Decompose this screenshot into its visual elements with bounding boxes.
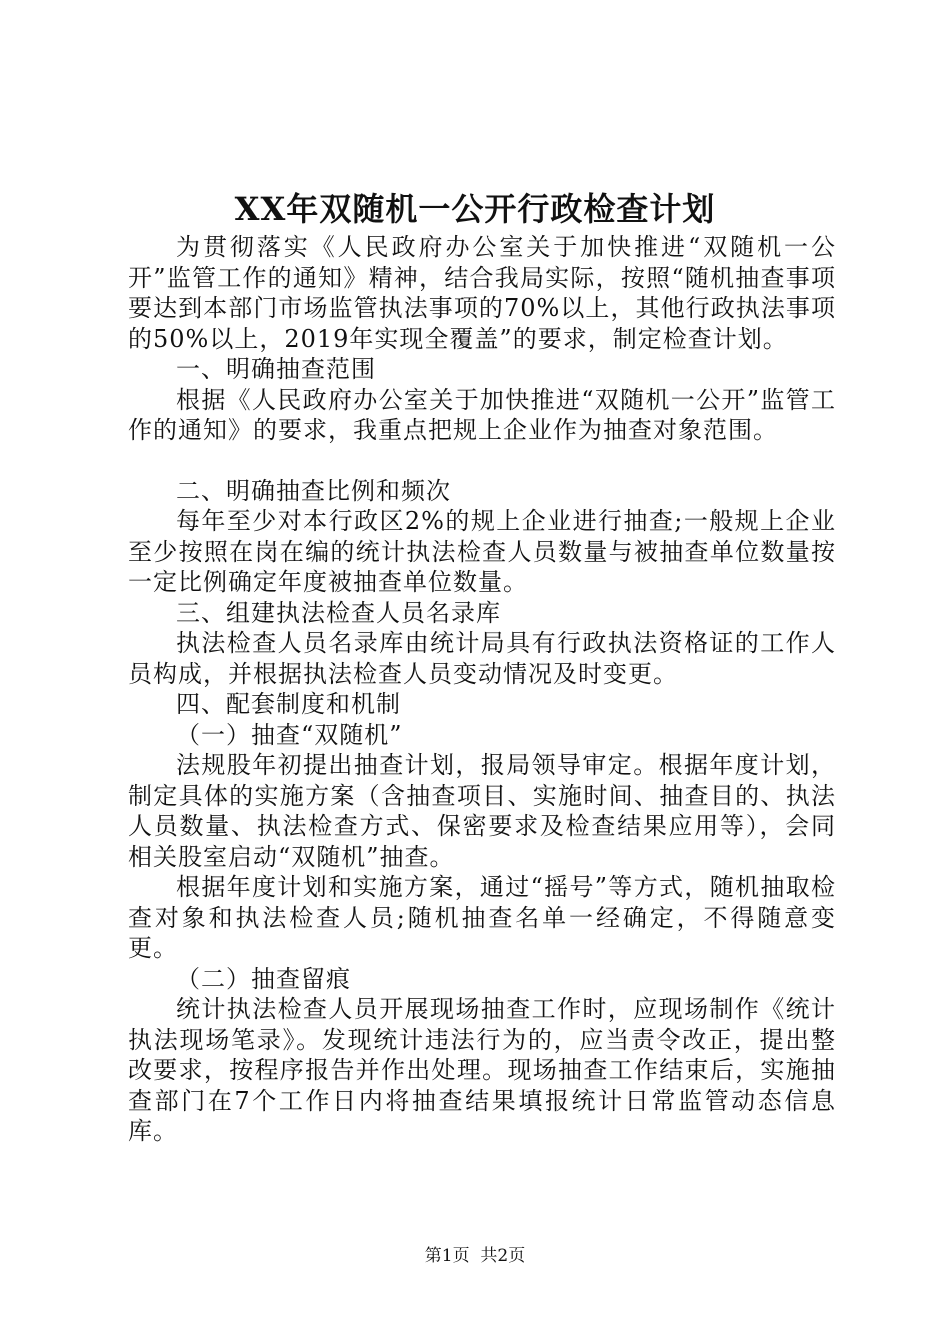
subsection-2-paragraph: 统计执法检查人员开展现场抽查工作时，应现场制作《统计执法现场笔录》。发现统计违法行为的，应当责令改正，提出整改要求，按程序报告并作出处理。现场抽查工作结束后，实施抽查部门在7个工作日内将抽查结果填报统计日常监管动态信息库。: [128, 995, 836, 1145]
section-2-paragraph: 每年至少对本行政区2%的规上企业进行抽查;一般规上企业至少按照在岗在编的统计执法检查人员数量与被抽查单位数量按一定比例确定年度被抽查单位数量。: [128, 507, 836, 596]
section-heading-1: 一、明确抽查范围: [176, 355, 376, 383]
subsection-heading-1: （一）抽查“双随机”: [176, 720, 403, 749]
subsection-1-paragraph-1: 法规股年初提出抽查计划，报局领导审定。根据年度计划，制定具体的实施方案（含抽查项目、实施时间、抽查目的、执法人员数量、执法检查方式、保密要求及检查结果应用等），会同相关股室启动“双随机”抽查。: [128, 751, 836, 871]
section-heading-2: 二、明确抽查比例和频次: [176, 476, 451, 505]
section-1-paragraph: 根据《人民政府办公室关于加快推进“双随机一公开”监管工作的通知》的要求，我重点把规上企业作为抽查对象范围。: [128, 385, 836, 444]
page-footer: [0, 1244, 950, 1268]
document-title: XX年双随机一公开行政检查计划: [234, 190, 716, 228]
intro-paragraph: 为贯彻落实《人民政府办公室关于加快推进“双随机一公开”监管工作的通知》精神，结合我局实际，按照“随机抽查事项要达到本部门市场监管执法事项的70%以上，其他行政执法事项的50%以上，2019年实现全覆盖”的要求，制定检查计划。: [128, 233, 836, 353]
subsection-1-paragraph-2: 根据年度计划和实施方案，通过“摇号”等方式，随机抽取检查对象和执法检查人员;随机抽查名单一经确定，不得随意变更。: [128, 873, 836, 962]
document-body: [128, 232, 836, 1147]
section-heading-4: 四、配套制度和机制: [176, 690, 401, 718]
subsection-heading-2: （二）抽查留痕: [176, 964, 351, 993]
page-number: 第1页 共2页: [424, 1246, 526, 1266]
section-3-paragraph: 执法检查人员名录库由统计局具有行政执法资格证的工作人员构成，并根据执法检查人员变动情况及时变更。: [128, 629, 836, 688]
section-heading-3: 三、组建执法检查人员名录库: [176, 598, 501, 627]
